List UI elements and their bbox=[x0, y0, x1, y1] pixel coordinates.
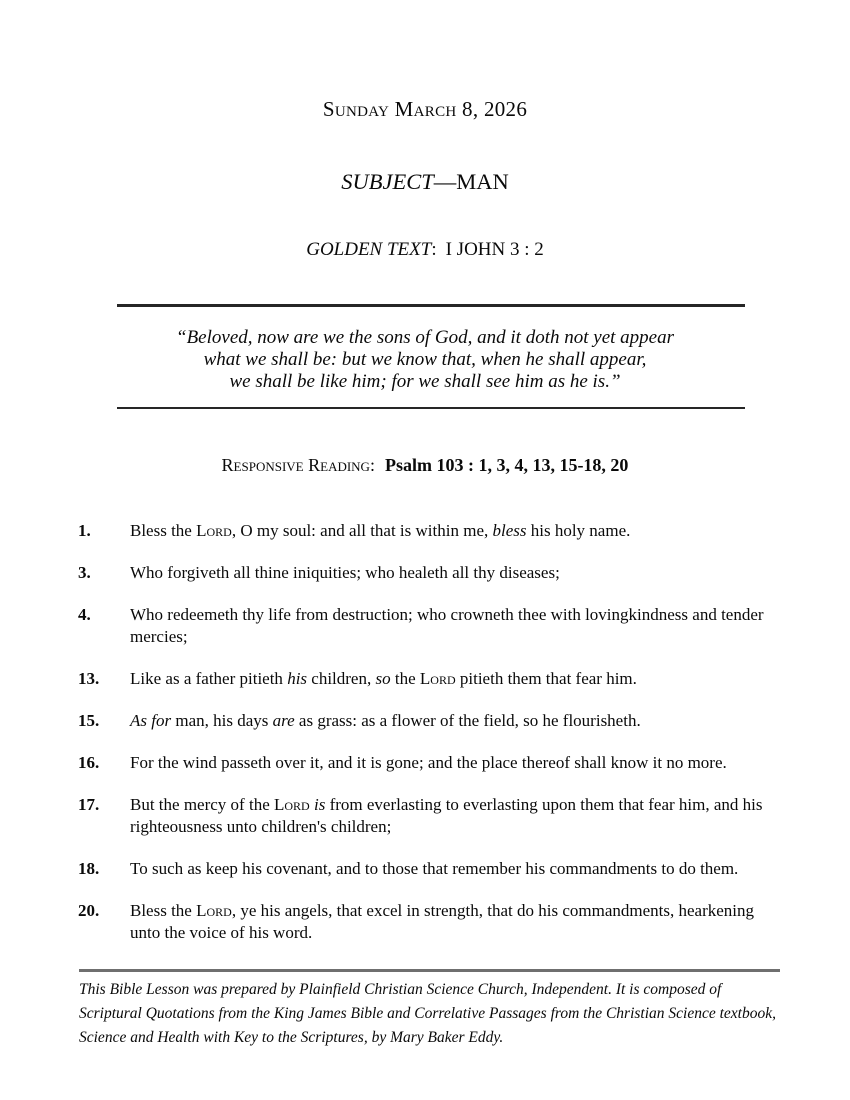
italic-text: so bbox=[375, 669, 391, 688]
subject-label: SUBJECT bbox=[341, 169, 434, 194]
quote-rule-top bbox=[117, 304, 745, 307]
verse-row bbox=[78, 520, 778, 542]
footer-line: Science and Health with Key to the Scriptures, by Mary Baker Eddy. bbox=[79, 1029, 504, 1046]
plain-text: the bbox=[390, 669, 420, 688]
plain-text: as grass: as a flower of the field, so he flourisheth. bbox=[294, 711, 641, 730]
quote-rule-bottom bbox=[117, 407, 745, 409]
footer-line: This Bible Lesson was prepared by Plainfield Christian Science Church, Independent. It is composed of bbox=[79, 981, 722, 998]
date-heading: Sunday March 8, 2026 bbox=[322, 97, 528, 121]
plain-text: from everlasting to everlasting upon them that fear him, and his righteousness unto children's children; bbox=[130, 795, 763, 836]
verse-number: 16. bbox=[78, 753, 100, 772]
verse-row bbox=[78, 858, 778, 880]
plain-text: Bless the bbox=[130, 901, 197, 920]
verse-number: 20. bbox=[78, 901, 100, 920]
responsive-reading-value: Psalm 103 : 1, 3, 4, 13, 15-18, 20 bbox=[384, 455, 629, 475]
golden-text-separator: : bbox=[431, 239, 437, 260]
golden-text-heading bbox=[0, 240, 850, 259]
golden-text-label: GOLDEN TEXT bbox=[306, 239, 432, 260]
verse-number: 1. bbox=[78, 521, 91, 540]
verse-row bbox=[78, 710, 778, 732]
quote-line: “Beloved, now are we the sons of God, and it doth not yet appear bbox=[176, 327, 674, 348]
small-caps-text: Lord bbox=[274, 795, 310, 814]
responsive-reading-label: Responsive Reading: bbox=[221, 455, 375, 475]
responsive-reading-heading bbox=[0, 455, 850, 475]
verse-row bbox=[78, 668, 778, 690]
verse-row bbox=[78, 794, 778, 838]
verse-text bbox=[130, 562, 778, 584]
italic-text: his bbox=[287, 669, 308, 688]
plain-text: Like as a father pitieth bbox=[130, 669, 288, 688]
plain-text: To such as keep his covenant, and to those that remember his commandments to do them. bbox=[130, 859, 739, 878]
verse-text bbox=[130, 794, 778, 838]
verse-number: 4. bbox=[78, 605, 91, 624]
plain-text: his holy name. bbox=[526, 521, 631, 540]
verse-row bbox=[78, 900, 778, 944]
verse-text bbox=[130, 520, 778, 542]
verse-row bbox=[78, 562, 778, 584]
verse-text bbox=[130, 668, 778, 690]
plain-text: children, bbox=[307, 669, 376, 688]
verse-text bbox=[130, 900, 778, 944]
plain-text: man, his days bbox=[171, 711, 273, 730]
plain-text: For the wind passeth over it, and it is gone; and the place thereof shall know it no more. bbox=[130, 753, 727, 772]
verse-row bbox=[78, 604, 778, 648]
plain-text: Who forgiveth all thine iniquities; who healeth all thy diseases; bbox=[130, 563, 560, 582]
footer-text bbox=[79, 978, 780, 1050]
plain-text: , ye his angels, that excel in strength, that do his commandments, hearkening unto the voice of his word. bbox=[130, 901, 754, 942]
plain-text: Bless the bbox=[130, 521, 197, 540]
plain-text: But the mercy of the bbox=[130, 795, 274, 814]
quote-line: what we shall be: but we know that, when he shall appear, bbox=[203, 349, 647, 370]
italic-text: bless bbox=[492, 521, 527, 540]
golden-text-quote bbox=[0, 315, 850, 393]
italic-text: is bbox=[313, 795, 326, 814]
verse-number: 18. bbox=[78, 859, 100, 878]
subject-heading bbox=[0, 170, 850, 193]
golden-text-value: I JOHN 3 : 2 bbox=[445, 239, 544, 260]
verse-text bbox=[130, 604, 778, 648]
verse-row bbox=[78, 752, 778, 774]
footer-rule bbox=[79, 969, 780, 972]
verse-list bbox=[78, 520, 778, 944]
verse-text bbox=[130, 858, 778, 880]
plain-text: Who redeemeth thy life from destruction; who crowneth thee with lovingkindness and tender mercies; bbox=[130, 605, 764, 646]
small-caps-text: Lord bbox=[196, 901, 232, 920]
verse-text bbox=[130, 710, 778, 732]
verse-text bbox=[130, 752, 778, 774]
quote-line: we shall be like him; for we shall see him as he is.” bbox=[229, 371, 621, 392]
verse-number: 13. bbox=[78, 669, 100, 688]
verse-number: 17. bbox=[78, 795, 100, 814]
small-caps-text: Lord bbox=[196, 521, 232, 540]
italic-text: are bbox=[272, 711, 295, 730]
small-caps-text: Lord bbox=[419, 669, 456, 688]
footer-line: Scriptural Quotations from the King James Bible and Correlative Passages from the Christian Science textbook, bbox=[79, 1005, 776, 1022]
verse-number: 3. bbox=[78, 563, 91, 582]
verse-number: 15. bbox=[78, 711, 100, 730]
subject-value: —MAN bbox=[433, 169, 509, 194]
plain-text: pitieth them that fear him. bbox=[455, 669, 637, 688]
page-footer bbox=[79, 969, 780, 1050]
italic-text: As for bbox=[130, 711, 172, 730]
plain-text: , O my soul: and all that is within me, bbox=[231, 521, 493, 540]
